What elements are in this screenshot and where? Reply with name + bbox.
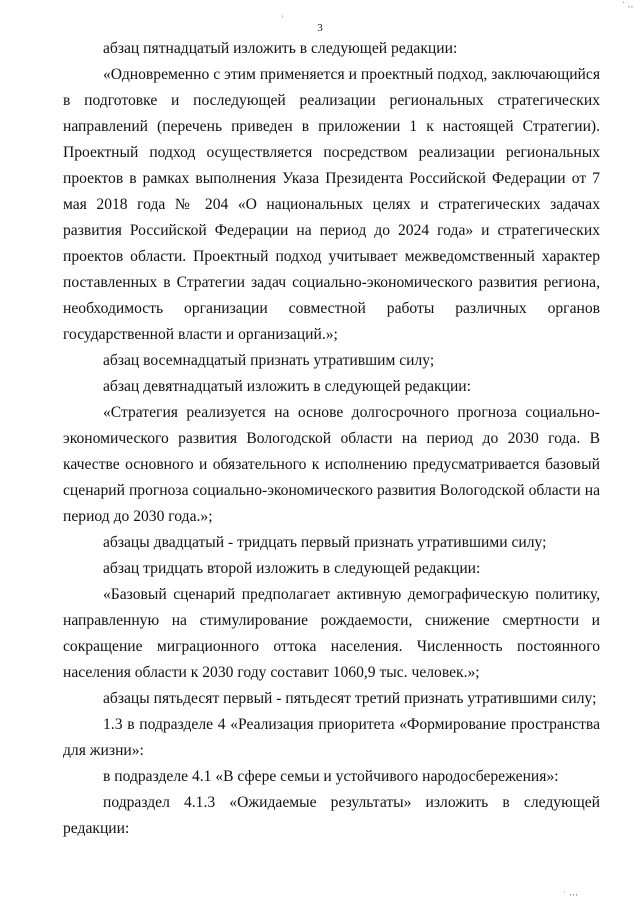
paragraph-9: абзацы пятьдесят первый - пятьдесят третий признать утратившими силу; xyxy=(103,690,597,707)
paragraph-2: «Одновременно с этим применяется и проектный подход, заключающийся в подготовке и последующей реализации региональных стратегических направлений (перечень приведен в приложении 1 к настоящей Стратегии). Проектный подход осуществляется посредством реализации региональных проектов в рамках выполнения Указа Президента Российской Федерации от 7 мая 2018 года № 204 «О национальных целях и стратегических задачах развития Российской Федерации на период до 2024 года» и стратегических проектов области. Проектный подход учитывает межведомственный характер поставленных в Стратегии задач социально-экономического развития региона, необходимость организации совместной работы различных органов государственной власти и организаций.»; xyxy=(63,66,600,343)
paragraph-6: абзацы двадцатый - тридцать первый признать утратившими силу; xyxy=(103,534,547,551)
paragraph-5: «Стратегия реализуется на основе долгосрочного прогноза социально-экономического развития Вологодской области на период до 2030 года. В качестве основного и обязательного к исполнению предусматривается базовый сценарий прогноза социально-экономического развития Вологодской области на период до 2030 года.»; xyxy=(63,404,600,525)
paragraph-1: абзац пятнадцатый изложить в следующей редакции: xyxy=(103,40,458,57)
paragraph-4: абзац девятнадцатый изложить в следующей редакции: xyxy=(103,378,471,395)
paragraph-3: абзац восемнадцатый признать утратившим силу; xyxy=(103,352,435,369)
paragraph-8: «Базовый сценарий предполагает активную демографическую политику, направленную на стимулирование рождаемости, снижение смертности и сокращение миграционного оттока населения. Численность постоянного населения области к 2030 году составит 1060,9 тыс. человек.»; xyxy=(63,586,600,681)
paragraph-10: 1.3 в подразделе 4 «Реализация приоритета «Формирование пространства для жизни»: xyxy=(63,716,600,759)
paragraph-12: подраздел 4.1.3 «Ожидаемые результаты» изложить в следующей редакции: xyxy=(63,794,600,837)
scan-mark-bottom: · ,,, xyxy=(563,888,579,897)
scan-dot-top: ' xyxy=(282,14,284,23)
paragraph-11: в подразделе 4.1 «В сфере семьи и устойчивого народосбережения»: xyxy=(103,768,559,785)
document-body xyxy=(63,36,600,842)
scan-mark-top: ' ,, xyxy=(622,0,634,9)
page-number: 3 xyxy=(317,22,323,34)
paragraph-7: абзац тридцать второй изложить в следующей редакции: xyxy=(103,560,481,577)
